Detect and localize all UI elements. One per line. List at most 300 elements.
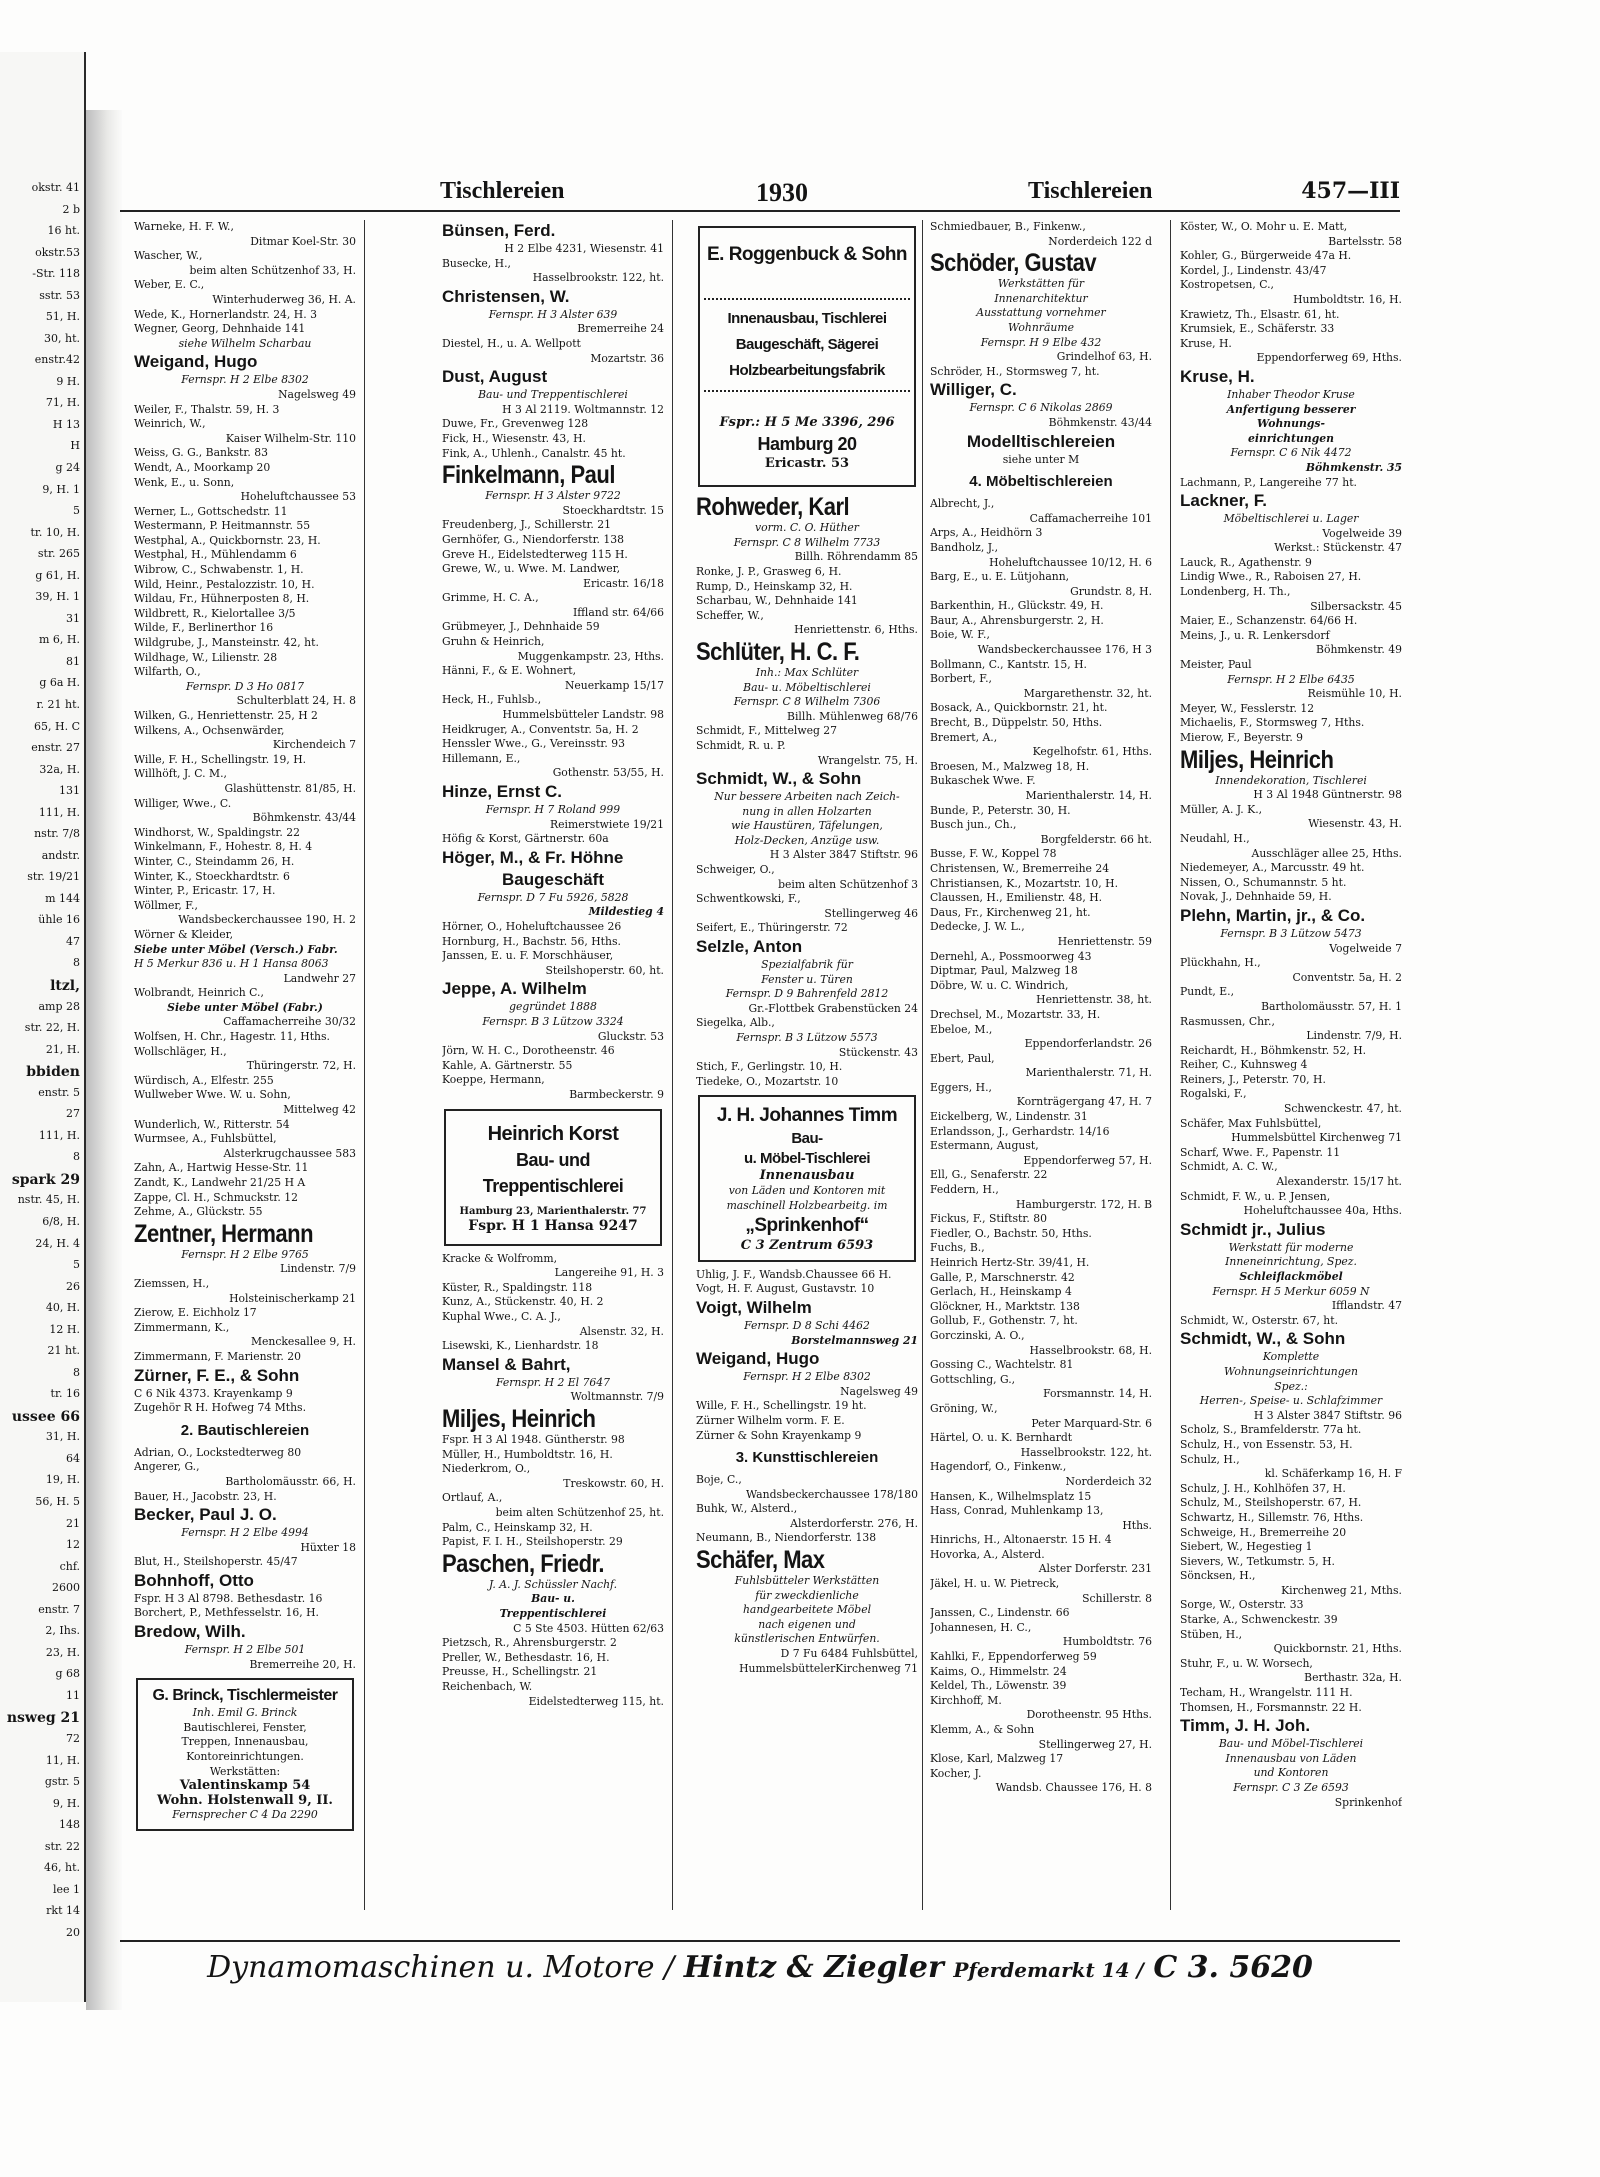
directory-entry: Zandt, K., Landwehr 21/25 H A bbox=[134, 1176, 306, 1189]
directory-entry: Rump, D., Heinskamp 32, H. bbox=[696, 579, 853, 593]
directory-entry: Bau- u. Möbeltischlerei bbox=[743, 680, 871, 694]
directory-entry: siehe unter M bbox=[1002, 452, 1080, 466]
directory-entry: Grindelhof 63, H. bbox=[1056, 350, 1152, 364]
directory-entry: Borchert, P., Methfesselstr. 16, H. bbox=[134, 1606, 319, 1620]
business-name: Zürner, F. E., & Sohn bbox=[134, 1365, 300, 1385]
directory-entry: Lindenstr. 7/9 bbox=[280, 1262, 356, 1276]
section-heading: 4. Möbeltischlereien bbox=[969, 473, 1113, 491]
cut-off-text: g 61, H. bbox=[35, 568, 80, 582]
ad-subtitle: u. Möbel-Tischlerei bbox=[743, 1150, 871, 1168]
column-5 bbox=[1180, 220, 1402, 1910]
directory-entry: Werner, L., Gottschedstr. 11 bbox=[134, 504, 288, 518]
directory-entry: Fenster u. Türen bbox=[761, 972, 853, 986]
previous-page-edge bbox=[0, 52, 86, 2002]
ad-subtitle: Bau- bbox=[791, 1130, 823, 1148]
directory-entry: Böhmkenstr. 49 bbox=[1316, 643, 1402, 657]
directory-entry: Palm, C., Heinskamp 32, H. bbox=[442, 1520, 593, 1534]
directory-entry: Fernspr. H 2 Elbe 4994 bbox=[181, 1526, 309, 1540]
directory-entry: Gossing C., Wachtelstr. 81 bbox=[930, 1358, 1074, 1372]
directory-entry: Innenarchitektur bbox=[994, 291, 1088, 305]
section-heading: 2. Bautischlereien bbox=[180, 1421, 310, 1439]
cut-off-text: 21 bbox=[66, 1516, 80, 1530]
directory-entry: Galle, P., Marschnerstr. 42 bbox=[930, 1270, 1075, 1284]
cut-off-text: 6/8, H. bbox=[42, 1214, 80, 1228]
ad-line: Kontoreinrichtungen. bbox=[186, 1750, 304, 1764]
directory-entry: Grimme, H. C. A., bbox=[442, 591, 539, 605]
directory-entry: Gothenstr. 53/55, H. bbox=[552, 766, 664, 780]
directory-entry: Würdisch, A., Elfestr. 255 bbox=[134, 1073, 274, 1087]
directory-entry: Zappe, Cl. H., Schmuckstr. 12 bbox=[134, 1190, 298, 1204]
directory-entry: Hoheluftchaussee 10/12, H. 6 bbox=[989, 555, 1152, 569]
directory-entry: Caffamacherreihe 30/32 bbox=[223, 1015, 356, 1029]
directory-entry: Fernspr. B 3 Lützow 5473 bbox=[1220, 926, 1362, 940]
directory-entry: Bollmann, C., Kantstr. 15, H. bbox=[930, 657, 1087, 671]
directory-entry: Herren-, Speise- u. Schlafzimmer bbox=[1199, 1394, 1383, 1408]
business-name: Voigt, Wilhelm bbox=[696, 1297, 812, 1317]
directory-entry: Fernspr. H 9 Elbe 432 bbox=[980, 335, 1102, 349]
directory-entry: Kirchhoff, M. bbox=[930, 1693, 1002, 1707]
directory-entry: Zimmermann, K., bbox=[134, 1320, 230, 1334]
directory-entry: Caffamacherreihe 101 bbox=[1029, 511, 1152, 525]
directory-entry: Berthastr. 32a, H. bbox=[1304, 1671, 1402, 1685]
directory-entry: Fernspr. B 3 Lützow 5573 bbox=[736, 1031, 878, 1044]
cut-off-text: H bbox=[70, 439, 80, 453]
column-divider bbox=[922, 220, 923, 1910]
column-2 bbox=[442, 220, 664, 1910]
directory-entry: Borgfelderstr. 66 ht. bbox=[1040, 832, 1152, 846]
cut-off-text: 111, H. bbox=[38, 805, 80, 819]
directory-entry: Ericastr. 16/18 bbox=[583, 576, 664, 590]
directory-entry: Wildhage, W., Lilienstr. 28 bbox=[134, 650, 278, 664]
directory-entry: Fernspr. H 3 Alster 9722 bbox=[485, 489, 621, 503]
ad-owner: Inh. Emil G. Brinck bbox=[192, 1706, 298, 1720]
entry-list bbox=[696, 493, 918, 1089]
directory-entry: Dedecke, J. W. L., bbox=[930, 920, 1025, 934]
directory-entry: Möbeltischlerei u. Lager bbox=[1223, 512, 1359, 526]
directory-entry: Fernspr. D 9 Bahrenfeld 2812 bbox=[725, 987, 889, 1001]
page-header bbox=[120, 178, 1400, 208]
directory-entry: H 3 Alster 3847 Stiftstr. 96 bbox=[769, 848, 918, 862]
directory-entry: Stückenstr. 43 bbox=[838, 1045, 918, 1059]
directory-entry: Bremerreihe 20, H. bbox=[249, 1657, 356, 1671]
directory-entry: Busecke, H., bbox=[442, 256, 511, 270]
directory-entry: Willhöft, J. C. M., bbox=[134, 767, 227, 781]
directory-entry: Drechsel, M., Mozartstr. 33, H. bbox=[930, 1007, 1101, 1021]
column-1 bbox=[134, 220, 356, 1910]
directory-entry: Härtel, O. u. K. Bernhardt bbox=[930, 1431, 1073, 1445]
directory-entry: Kirchendeich 7 bbox=[272, 738, 356, 752]
directory-entry: Schmiedbauer, B., Finkenw., bbox=[930, 220, 1086, 233]
cut-off-text: enstr. 7 bbox=[38, 1602, 80, 1616]
directory-entry: Ditmar Koel-Str. 30 bbox=[250, 234, 356, 248]
directory-entry: Hoheluftchaussee 40a, Hths. bbox=[1243, 1204, 1402, 1218]
directory-entry: Baur, A., Ahrensburgerstr. 2, H. bbox=[930, 613, 1104, 627]
directory-entry: Fernspr. C 8 Wilhelm 7306 bbox=[733, 695, 881, 709]
directory-entry: Fickus, F., Stiftstr. 80 bbox=[930, 1212, 1047, 1226]
ad-line: maschinell Holzbearbeitg. im bbox=[726, 1198, 888, 1212]
directory-entry: Grewe, W., u. Wwe. M. Landwer, bbox=[442, 562, 621, 576]
directory-entry: Ziemssen, H., bbox=[134, 1276, 210, 1290]
directory-entry: Maier, E., Schanzenstr. 64/66 H. bbox=[1180, 614, 1358, 628]
directory-entry: Lindig Wwe., R., Raboisen 27, H. bbox=[1180, 570, 1362, 584]
directory-entry: Schweige, H., Bremerreihe 20 bbox=[1180, 1525, 1347, 1539]
directory-entry: Gorczinski, A. O., bbox=[930, 1328, 1025, 1342]
directory-entry: Starke, A., Schwenckestr. 39 bbox=[1180, 1613, 1338, 1627]
directory-entry: Bremerreihe 24 bbox=[577, 322, 664, 336]
directory-entry: Fuchs, B., bbox=[930, 1241, 985, 1255]
footer-products: Dynamomaschinen u. Motore / bbox=[207, 1950, 675, 1985]
directory-entry: Duwe, Fr., Grevenweg 128 bbox=[442, 417, 589, 431]
directory-entry: Westermann, P. Heitmannstr. 55 bbox=[134, 519, 311, 533]
cut-off-text: str. 265 bbox=[37, 547, 80, 561]
cut-off-text: enstr. 5 bbox=[38, 1085, 80, 1099]
directory-entry: Wrangelstr. 75, H. bbox=[817, 753, 918, 767]
cut-off-text: 19, H. bbox=[45, 1473, 80, 1487]
directory-entry: Fernspr. H 5 Merkur 6059 N bbox=[1212, 1284, 1370, 1298]
column-divider bbox=[672, 220, 673, 1910]
directory-entry: Ausstattung vornehmer bbox=[976, 306, 1106, 320]
directory-entry: Wille, F. H., Schellingstr. 19, H. bbox=[134, 752, 307, 766]
ad-title: Heinrich Korst bbox=[487, 1122, 619, 1145]
directory-entry: Schwenckestr. 47, ht. bbox=[1283, 1102, 1402, 1116]
directory-entry: Gernhöfer, G., Niendorferstr. 138 bbox=[442, 532, 625, 546]
directory-entry: Papist, F. I. H., Steilshoperstr. 29 bbox=[442, 1535, 623, 1549]
directory-entry: Klemm, A., & Sohn bbox=[930, 1723, 1035, 1736]
ad-phone: Fspr. H 1 Hansa 9247 bbox=[468, 1219, 638, 1234]
business-name: Jeppe, A. Wilhelm bbox=[442, 979, 587, 999]
cut-off-text: lee 1 bbox=[52, 1882, 80, 1896]
cut-off-text: 11, H. bbox=[45, 1753, 80, 1767]
directory-entry: Feddern, H., bbox=[930, 1183, 999, 1197]
directory-entry: Köster, W., O. Mohr u. E. Matt, bbox=[1180, 220, 1348, 233]
directory-entry: Siegelka, Alb., bbox=[696, 1016, 775, 1030]
directory-entry: Iffland str. 64/66 bbox=[573, 605, 664, 619]
directory-entry: Reichenbach, W. bbox=[442, 1679, 533, 1693]
business-name: Weigand, Hugo bbox=[696, 1349, 820, 1369]
directory-entry: Fernspr. D 3 Ho 0817 bbox=[186, 679, 304, 693]
directory-entry: Nagelsweg 49 bbox=[278, 387, 356, 401]
directory-entry: Eppendorferweg 69, Hths. bbox=[1256, 351, 1402, 365]
directory-entry: Eppendorferweg 57, H. bbox=[1023, 1153, 1152, 1167]
directory-entry: Ebeloe, M., bbox=[930, 1022, 993, 1036]
directory-entry: Wöllmer, F., bbox=[134, 898, 198, 912]
directory-entry: Wibrow, C., Schwabenstr. 1, H. bbox=[134, 563, 304, 577]
directory-entry: Kaims, O., Himmelstr. 24 bbox=[930, 1664, 1067, 1678]
directory-entry: siehe Wilhelm Scharbau bbox=[178, 336, 312, 350]
cut-off-text: nsweg 21 bbox=[6, 1710, 80, 1727]
directory-entry: Winkelmann, F., Hohestr. 8, H. 4 bbox=[134, 840, 313, 854]
directory-entry: Conventstr. 5a, H. 2 bbox=[1292, 970, 1402, 984]
business-name: Schöder, Gustav bbox=[930, 248, 1097, 277]
cut-off-text: g 24 bbox=[55, 461, 80, 475]
directory-entry: Gottschling, G., bbox=[930, 1372, 1016, 1386]
ad-phone: C 3 Zentrum 6593 bbox=[740, 1239, 874, 1254]
directory-entry: Inh.: Max Schlüter bbox=[755, 665, 859, 679]
cut-off-text: andstr. bbox=[41, 848, 80, 862]
directory-entry: Fernspr. D 7 Fu 5926, 5828 bbox=[477, 890, 629, 904]
cut-off-text: 148 bbox=[59, 1818, 80, 1832]
directory-entry: Windhorst, W., Spaldingstr. 22 bbox=[134, 825, 300, 839]
directory-entry: Wörner & Kleider, bbox=[134, 927, 234, 941]
directory-entry: Gr.-Flottbek Grabenstücken 24 bbox=[748, 1001, 918, 1015]
cut-off-text: 47 bbox=[66, 934, 80, 948]
cut-off-text: 23, H. bbox=[45, 1645, 80, 1659]
directory-entry: Schleiflackmöbel bbox=[1239, 1270, 1343, 1283]
directory-entry: Alsenstr. 32, H. bbox=[579, 1324, 664, 1338]
directory-entry: Wildau, Fr., Hühnerposten 8, H. bbox=[134, 592, 310, 606]
directory-entry: Scheffer, W., bbox=[696, 608, 764, 622]
cut-off-text: 20 bbox=[66, 1925, 80, 1939]
directory-entry: Mittelweg 42 bbox=[283, 1103, 356, 1117]
directory-entry: Pietzsch, R., Ahrensburgerstr. 2 bbox=[442, 1636, 617, 1650]
cut-off-text: nstr. 45, H. bbox=[17, 1193, 80, 1207]
directory-entry: Weinrich, W., bbox=[134, 417, 206, 431]
header-left-title: Tischlereien bbox=[440, 178, 565, 204]
directory-entry: H 3 Alster 3847 Stiftstr. 96 bbox=[1253, 1408, 1402, 1422]
cut-off-text: 40, H. bbox=[45, 1301, 80, 1315]
directory-entry: Bau- und Treppentischlerei bbox=[478, 388, 628, 402]
directory-entry: Barkenthin, H., Glückstr. 49, H. bbox=[930, 599, 1104, 613]
directory-entry: Neudahl, H., bbox=[1180, 831, 1250, 845]
directory-entry: nach eigenen und bbox=[758, 1617, 856, 1631]
business-name: Lackner, F. bbox=[1180, 491, 1267, 511]
directory-entry: Jörn, W. H. C., Dorotheenstr. 46 bbox=[442, 1044, 615, 1058]
directory-entry: Kracke & Wolfromm, bbox=[442, 1251, 558, 1265]
ad-line: Baugeschäft, Sägerei bbox=[735, 336, 879, 353]
directory-entry: Greve H., Eidelstedterweg 115 H. bbox=[442, 547, 628, 561]
directory-entry: Bartholomäusstr. 57, H. 1 bbox=[1261, 999, 1402, 1013]
ad-title: E. Roggenbuck & Sohn bbox=[706, 244, 908, 265]
directory-entry: Winterhuderweg 36, H. A. bbox=[212, 292, 356, 306]
entry-list bbox=[930, 220, 1152, 1796]
entry-list bbox=[442, 1252, 664, 1709]
ad-city: Hamburg 20 bbox=[757, 433, 857, 454]
directory-entry: Landwehr 27 bbox=[283, 971, 356, 985]
directory-entry: Stellingerweg 27, H. bbox=[1038, 1737, 1152, 1751]
cut-off-text: 8 bbox=[73, 956, 80, 970]
directory-entry: Kaiser Wilhelm-Str. 110 bbox=[225, 431, 356, 445]
directory-entry: Eidelstedterweg 115, ht. bbox=[528, 1694, 664, 1708]
directory-entry: Weiler, F., Thalstr. 59, H. 3 bbox=[134, 402, 280, 416]
directory-entry: Fiedler, O., Bachstr. 50, Hths. bbox=[930, 1226, 1092, 1240]
directory-entry: Niederkrom, O., bbox=[442, 1462, 531, 1476]
directory-entry: Silbersackstr. 45 bbox=[1310, 599, 1402, 613]
directory-entry: Treskowstr. 60, H. bbox=[563, 1476, 664, 1490]
cut-off-text: ltzl, bbox=[50, 978, 80, 995]
directory-entry: handgearbeitete Möbel bbox=[742, 1603, 872, 1617]
directory-entry: Neumann, B., Niendorferstr. 138 bbox=[696, 1531, 877, 1545]
ad-line: Bautischlerei, Fenster, bbox=[183, 1720, 307, 1734]
directory-entry: Müller, H., Humboldtstr. 16, H. bbox=[442, 1447, 613, 1461]
directory-entry: Innendekoration, Tischlerei bbox=[1215, 773, 1367, 787]
directory-entry: Michaelis, F., Stormsweg 7, Hths. bbox=[1180, 716, 1365, 730]
directory-entry: Vogelweide 7 bbox=[1329, 941, 1402, 955]
directory-entry: Schulz, H., bbox=[1180, 1452, 1240, 1466]
directory-entry: Henriettenstr. 59 bbox=[1057, 934, 1152, 948]
directory-entry: Brecht, B., Düppelstr. 50, Hths. bbox=[930, 716, 1103, 730]
cut-off-text: H 13 bbox=[52, 417, 80, 431]
cut-off-text: 12 H. bbox=[49, 1322, 80, 1336]
directory-entry: Wollschläger, H., bbox=[134, 1044, 227, 1058]
directory-entry: Wandsb. Chaussee 176, H. 8 bbox=[995, 1781, 1152, 1795]
directory-entry: Hornburg, H., Bachstr. 56, Hths. bbox=[442, 934, 621, 948]
directory-entry: Fernspr. B 3 Lützow 3324 bbox=[482, 1014, 624, 1028]
directory-entry: Meins, J., u. R. Lenkersdorf bbox=[1180, 628, 1330, 642]
directory-entry: Bartholomäusstr. 66, H. bbox=[225, 1474, 356, 1488]
ad-building-name: „Sprinkenhof“ bbox=[745, 1215, 869, 1237]
cut-off-text: 71, H. bbox=[45, 396, 80, 410]
cut-off-text: gstr. 5 bbox=[44, 1775, 80, 1789]
ad-line: von Läden und Kontoren mit bbox=[728, 1183, 886, 1197]
cut-off-text: 31, H. bbox=[45, 1430, 80, 1444]
directory-entry: Marienthalerstr. 71, H. bbox=[1025, 1066, 1152, 1080]
footer-phone: C 3. 5620 bbox=[1153, 1950, 1313, 1985]
directory-entry: Janssen, E. u. F. Morschhäuser, bbox=[442, 949, 614, 963]
directory-entry: Fernspr. H 7 Roland 999 bbox=[485, 803, 621, 816]
ad-specialty: Innenausbau bbox=[759, 1169, 855, 1184]
header-rule bbox=[120, 210, 1400, 212]
directory-entry: Fernspr. C 6 Nikolas 2869 bbox=[969, 401, 1113, 415]
directory-entry: Stellingerweg 46 bbox=[824, 906, 918, 920]
directory-entry: und Kontoren bbox=[1253, 1766, 1329, 1780]
directory-entry: Wede, K., Hornerlandstr. 24, H. 3 bbox=[134, 307, 317, 321]
directory-entry: H 2 Elbe 4231, Wiesenstr. 41 bbox=[504, 242, 664, 255]
directory-entry: Johannesen, H. C., bbox=[930, 1620, 1032, 1634]
directory-entry: Angerer, G., bbox=[134, 1460, 200, 1474]
cut-off-text: 46, ht. bbox=[44, 1861, 80, 1875]
directory-entry: Margarethenstr. 32, ht. bbox=[1023, 686, 1152, 700]
directory-entry: Arps, A., Heidhörn 3 bbox=[930, 526, 1043, 540]
directory-entry: Sprinkenhof bbox=[1334, 1795, 1402, 1809]
directory-entry: Heinrich Hertz-Str. 39/41, H. bbox=[930, 1256, 1090, 1269]
directory-entry: wie Haustüren, Täfelungen, bbox=[731, 819, 883, 833]
directory-entry: Henssler Wwe., G., Vereinsstr. 93 bbox=[442, 737, 625, 751]
directory-entry: Ebert, Paul, bbox=[930, 1051, 995, 1065]
directory-entry: Wandsbeckerchaussee 176, H 3 bbox=[977, 643, 1152, 657]
directory-entry: Wolfsen, H. Chr., Hagestr. 11, Hths. bbox=[134, 1030, 330, 1044]
footer-address: Pferdemarkt 14 / bbox=[953, 1958, 1144, 1982]
directory-entry: Werkst.: Stückenstr. 47 bbox=[1274, 541, 1402, 555]
cut-off-text: 8 bbox=[73, 1365, 80, 1379]
directory-entry: Niedemeyer, A., Marcusstr. 49 ht. bbox=[1180, 861, 1365, 875]
ad-address-1: Valentinskamp 54 bbox=[179, 1779, 311, 1794]
cut-off-text: 56, H. 5 bbox=[35, 1495, 80, 1509]
cut-off-text: str. 19/21 bbox=[27, 870, 80, 884]
directory-entry: Thomsen, H., Forsmannstr. 22 H. bbox=[1180, 1700, 1362, 1714]
directory-entry: Vogelweide 39 bbox=[1322, 526, 1402, 540]
cut-off-text: tr. 10, H. bbox=[30, 525, 80, 539]
directory-entry: Kornträgergang 47, H. 7 bbox=[1016, 1095, 1152, 1109]
business-name: Miljes, Heinrich bbox=[1180, 744, 1334, 774]
directory-entry: Gröning, W., bbox=[930, 1401, 998, 1415]
directory-entry: Borstelmannsweg 21 bbox=[791, 1333, 918, 1347]
directory-entry: Fernspr. D 8 Schi 4462 bbox=[744, 1318, 870, 1332]
cut-off-text: 9, H. bbox=[52, 1796, 80, 1810]
directory-entry: Ortlauf, A., bbox=[442, 1491, 503, 1505]
business-name: Schäfer, Max bbox=[696, 1545, 825, 1574]
directory-entry: Busse, F. W., Koppel 78 bbox=[930, 847, 1057, 861]
directory-entry: Keldel, Th., Löwenstr. 39 bbox=[930, 1679, 1067, 1693]
directory-entry: Siebert, W., Hegestieg 1 bbox=[1180, 1540, 1313, 1554]
business-name: Schlüter, H. C. F. bbox=[696, 636, 860, 666]
business-name: Schmidt, W., & Sohn bbox=[1180, 1329, 1346, 1349]
directory-entry: Hillemann, E., bbox=[442, 751, 521, 765]
directory-entry: Lauck, R., Agathenstr. 9 bbox=[1180, 555, 1312, 569]
directory-entry: Fernspr. H 2 Elbe 8302 bbox=[743, 1370, 871, 1384]
directory-entry: Reiners, J., Peterstr. 70, H. bbox=[1180, 1072, 1326, 1086]
directory-entry: Meyer, W., Fesslerstr. 12 bbox=[1180, 701, 1315, 715]
directory-entry: Zürner & Sohn Krayenkamp 9 bbox=[696, 1428, 862, 1442]
directory-entry: Plückhahn, H., bbox=[1180, 956, 1261, 970]
directory-entry: Bauer, H., Jacobstr. 23, H. bbox=[134, 1489, 277, 1503]
directory-entry: Fernspr. H 2 Elbe 9765 bbox=[181, 1247, 309, 1261]
directory-entry: Kunz, A., Stückenstr. 40, H. 2 bbox=[442, 1295, 604, 1309]
directory-entry: Reichardt, H., Böhmkenstr. 52, H. bbox=[1180, 1043, 1367, 1057]
directory-entry: Holsteinischerkamp 21 bbox=[229, 1291, 356, 1305]
directory-entry: Busch jun., Ch., bbox=[930, 818, 1017, 832]
directory-entry: beim alten Schützenhof 25, ht. bbox=[495, 1506, 664, 1519]
advertisement-roggenbuck bbox=[698, 226, 916, 487]
cut-off-text: 2 b bbox=[62, 202, 80, 216]
directory-entry: Rogalski, F., bbox=[1180, 1087, 1247, 1101]
directory-entry: Hths. bbox=[1122, 1518, 1152, 1532]
business-name: Miljes, Heinrich bbox=[442, 1404, 596, 1433]
directory-entry: Hasselbrookstr. 68, H. bbox=[1029, 1343, 1152, 1357]
directory-entry: Hagendorf, O., Finkenw., bbox=[930, 1460, 1067, 1474]
directory-entry: C 5 Ste 4503. Hütten 62/63 bbox=[513, 1621, 664, 1635]
directory-entry: Zahn, A., Hartwig Hesse-Str. 11 bbox=[134, 1161, 309, 1175]
cut-off-text: okstr. 41 bbox=[31, 181, 80, 194]
directory-entry: Hüxter 18 bbox=[300, 1540, 356, 1554]
ad-line: Holzbearbeitungsfabrik bbox=[729, 362, 885, 379]
directory-entry: H 3 Al 1948 Güntnerstr. 98 bbox=[1253, 788, 1402, 802]
directory-entry: Quickbornstr. 21, Hths. bbox=[1273, 1642, 1402, 1656]
directory-entry: Fernspr. H 2 El 7647 bbox=[495, 1375, 611, 1389]
directory-entry: Spez.: bbox=[1274, 1379, 1308, 1393]
cut-off-text: -Str. 118 bbox=[32, 267, 80, 281]
directory-entry: Eppendorferlandstr. 26 bbox=[1024, 1037, 1152, 1051]
directory-entry: Schulz, H., von Essenstr. 53, H. bbox=[1180, 1437, 1353, 1451]
directory-entry: Reimerstwiete 19/21 bbox=[550, 817, 664, 831]
footer-advertisement bbox=[120, 1948, 1400, 1988]
directory-entry: Gluckstr. 53 bbox=[597, 1029, 664, 1043]
cut-off-text: 5 bbox=[73, 504, 80, 518]
directory-entry: Williger, Wwe., C. bbox=[134, 796, 232, 810]
ad-title: G. Brinck, Tischlermeister bbox=[152, 1687, 338, 1705]
directory-entry: nung in allen Holzarten bbox=[742, 804, 872, 818]
directory-entry: Zierow, E. Eichholz 17 bbox=[134, 1306, 257, 1320]
directory-entry: Innenausbau von Läden bbox=[1225, 1751, 1357, 1765]
directory-entry: Ifflandstr. 47 bbox=[1331, 1299, 1402, 1313]
directory-entry: Hummelsbüttel Kirchenweg 71 bbox=[1231, 1131, 1402, 1145]
directory-entry: beim alten Schützenhof 3 bbox=[778, 877, 918, 891]
directory-entry: Jäkel, H. u. W. Pietreck, bbox=[930, 1577, 1060, 1591]
cut-off-text: amp 28 bbox=[38, 999, 80, 1013]
business-name: Kruse, H. bbox=[1180, 366, 1255, 386]
directory-entry: Hovorka, A., Alsterd. bbox=[930, 1547, 1045, 1561]
directory-entry: Borbert, F., bbox=[930, 672, 992, 686]
directory-entry: Hasselbrookstr. 122, ht. bbox=[532, 271, 664, 285]
directory-entry: beim alten Schützenhof 33, H. bbox=[189, 263, 356, 277]
directory-entry: Schweiger, O., bbox=[696, 863, 775, 877]
cut-off-text: r. 21 ht. bbox=[36, 697, 80, 711]
directory-entry: Janssen, C., Lindenstr. 66 bbox=[930, 1606, 1070, 1620]
directory-entry: Fspr. H 3 Al 1948. Güntherstr. 98 bbox=[442, 1433, 625, 1447]
directory-entry: Krawietz, Th., Elsastr. 61, ht. bbox=[1180, 307, 1340, 321]
directory-entry: Hasselbrookstr. 122, ht. bbox=[1020, 1445, 1152, 1459]
directory-entry: Wullweber Wwe. W. u. Sohn, bbox=[134, 1088, 291, 1102]
business-name: Höger, M., & Fr. Höhne bbox=[442, 847, 624, 867]
